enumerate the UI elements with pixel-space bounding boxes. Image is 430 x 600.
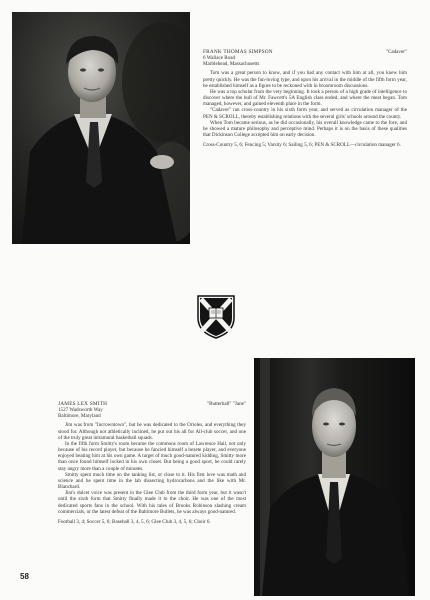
bio-james-smith xyxy=(58,401,246,525)
activities-list: Cross-Country 5, 6; Fencing 5; Varsity 6; Sailing 5, 6; PEN & SCROLL—circulation manager 6. xyxy=(203,142,401,149)
address-city: Baltimore, Maryland xyxy=(58,413,101,420)
address-line: 1527 Wadsworth Way xyxy=(58,407,103,414)
bio-paragraph: Jim's dulcet voice was present in the Glee Club from the third form year, but it wasn't until the sixth form that Smitty finally made it to the choir. He was one of the most dedicated sports fans in the school. With his tales of Brooks Robinson slashing cream commercials, or the latest defeat of the Baltimore Bullets, he was always good-natured. xyxy=(58,490,246,515)
bio-frank-simpson xyxy=(203,49,407,148)
school-crest-icon xyxy=(196,294,236,340)
bio-paragraph: He was a top scholar from the very beginning. It took a person of a high grade of intelligence to discover where the bull of Mr. Fawcett's 5A English class ended, and where the meat began. Tom managed, however, and gained eleventh place in the form. xyxy=(203,88,407,108)
portrait-illustration xyxy=(254,358,415,596)
activities-list: Football 3, 4; Soccer 5, 6; Baseball 3, 4, 5, 6; Glee Club 3, 4, 5, 6; Choir 6. xyxy=(58,518,211,525)
bio-paragraph: Smitty spent much time on the tanking list, or close to it. His first love was math and science and he spent time in the lab dissecting hydrocarbons and the like with Mr. Blanchard. xyxy=(58,471,246,491)
address-city: Marblehead, Massachusetts xyxy=(203,61,260,68)
bio-paragraph: Tom was a great person to know, and if you had any contact with him at all, you knew him pretty quickly. He was the fun-loving type, and upon his arrival in the middle of the fifth form year, he established himself as a figure to be reckoned with in broomroom discussions. xyxy=(203,70,407,89)
portrait-photo-james-smith xyxy=(254,358,415,596)
bio-paragraph: In the fifth form Smitty's room became the commons room of Lawrence Hall, not only because of his record player, but because he fancied himself a bezete player, and everyone enjoyed beating him at his own game. A target of much good-natured kidding, Smitty more than once found himself locked in his own closet. But being a good sport, he could rarely stay angry more than a couple of minutes. xyxy=(58,440,246,472)
student-nickname: "Butterball" "Jane" xyxy=(206,401,246,407)
student-name: FRANK THOMAS SIMPSON xyxy=(203,49,273,55)
page-number: 58 xyxy=(20,572,29,581)
bio-paragraph: When Tom became serious, as he did occasionally, his overall knowledge came to the fore, and he showed a mature philosophy and perceptive mind. Perhaps it is on the basis of these qualities that Dickinson College accepted him on early decision. xyxy=(203,119,407,139)
student-nickname: "Cadaver" xyxy=(385,49,407,55)
bio-paragraph: Jim was from "Incrowntown", but he was dedicated to the Orioles, and everything they stood for. Although not athletically inclined, he put out his all for All-club soccer, and one of the truly great intramural basketball squads. xyxy=(58,422,246,441)
address-line: 6 Wallace Road xyxy=(203,55,236,62)
student-name: JAMES LEX SMITH xyxy=(58,401,108,407)
portrait-photo-frank-simpson xyxy=(12,12,190,244)
bio-paragraph: "Cadaver" ran cross-country in his sixth form year, and served as circulation manager of the PEN & SCROLL, thereby establishing relations with the several girls' schools around the county. xyxy=(203,107,407,120)
portrait-illustration xyxy=(12,12,190,244)
